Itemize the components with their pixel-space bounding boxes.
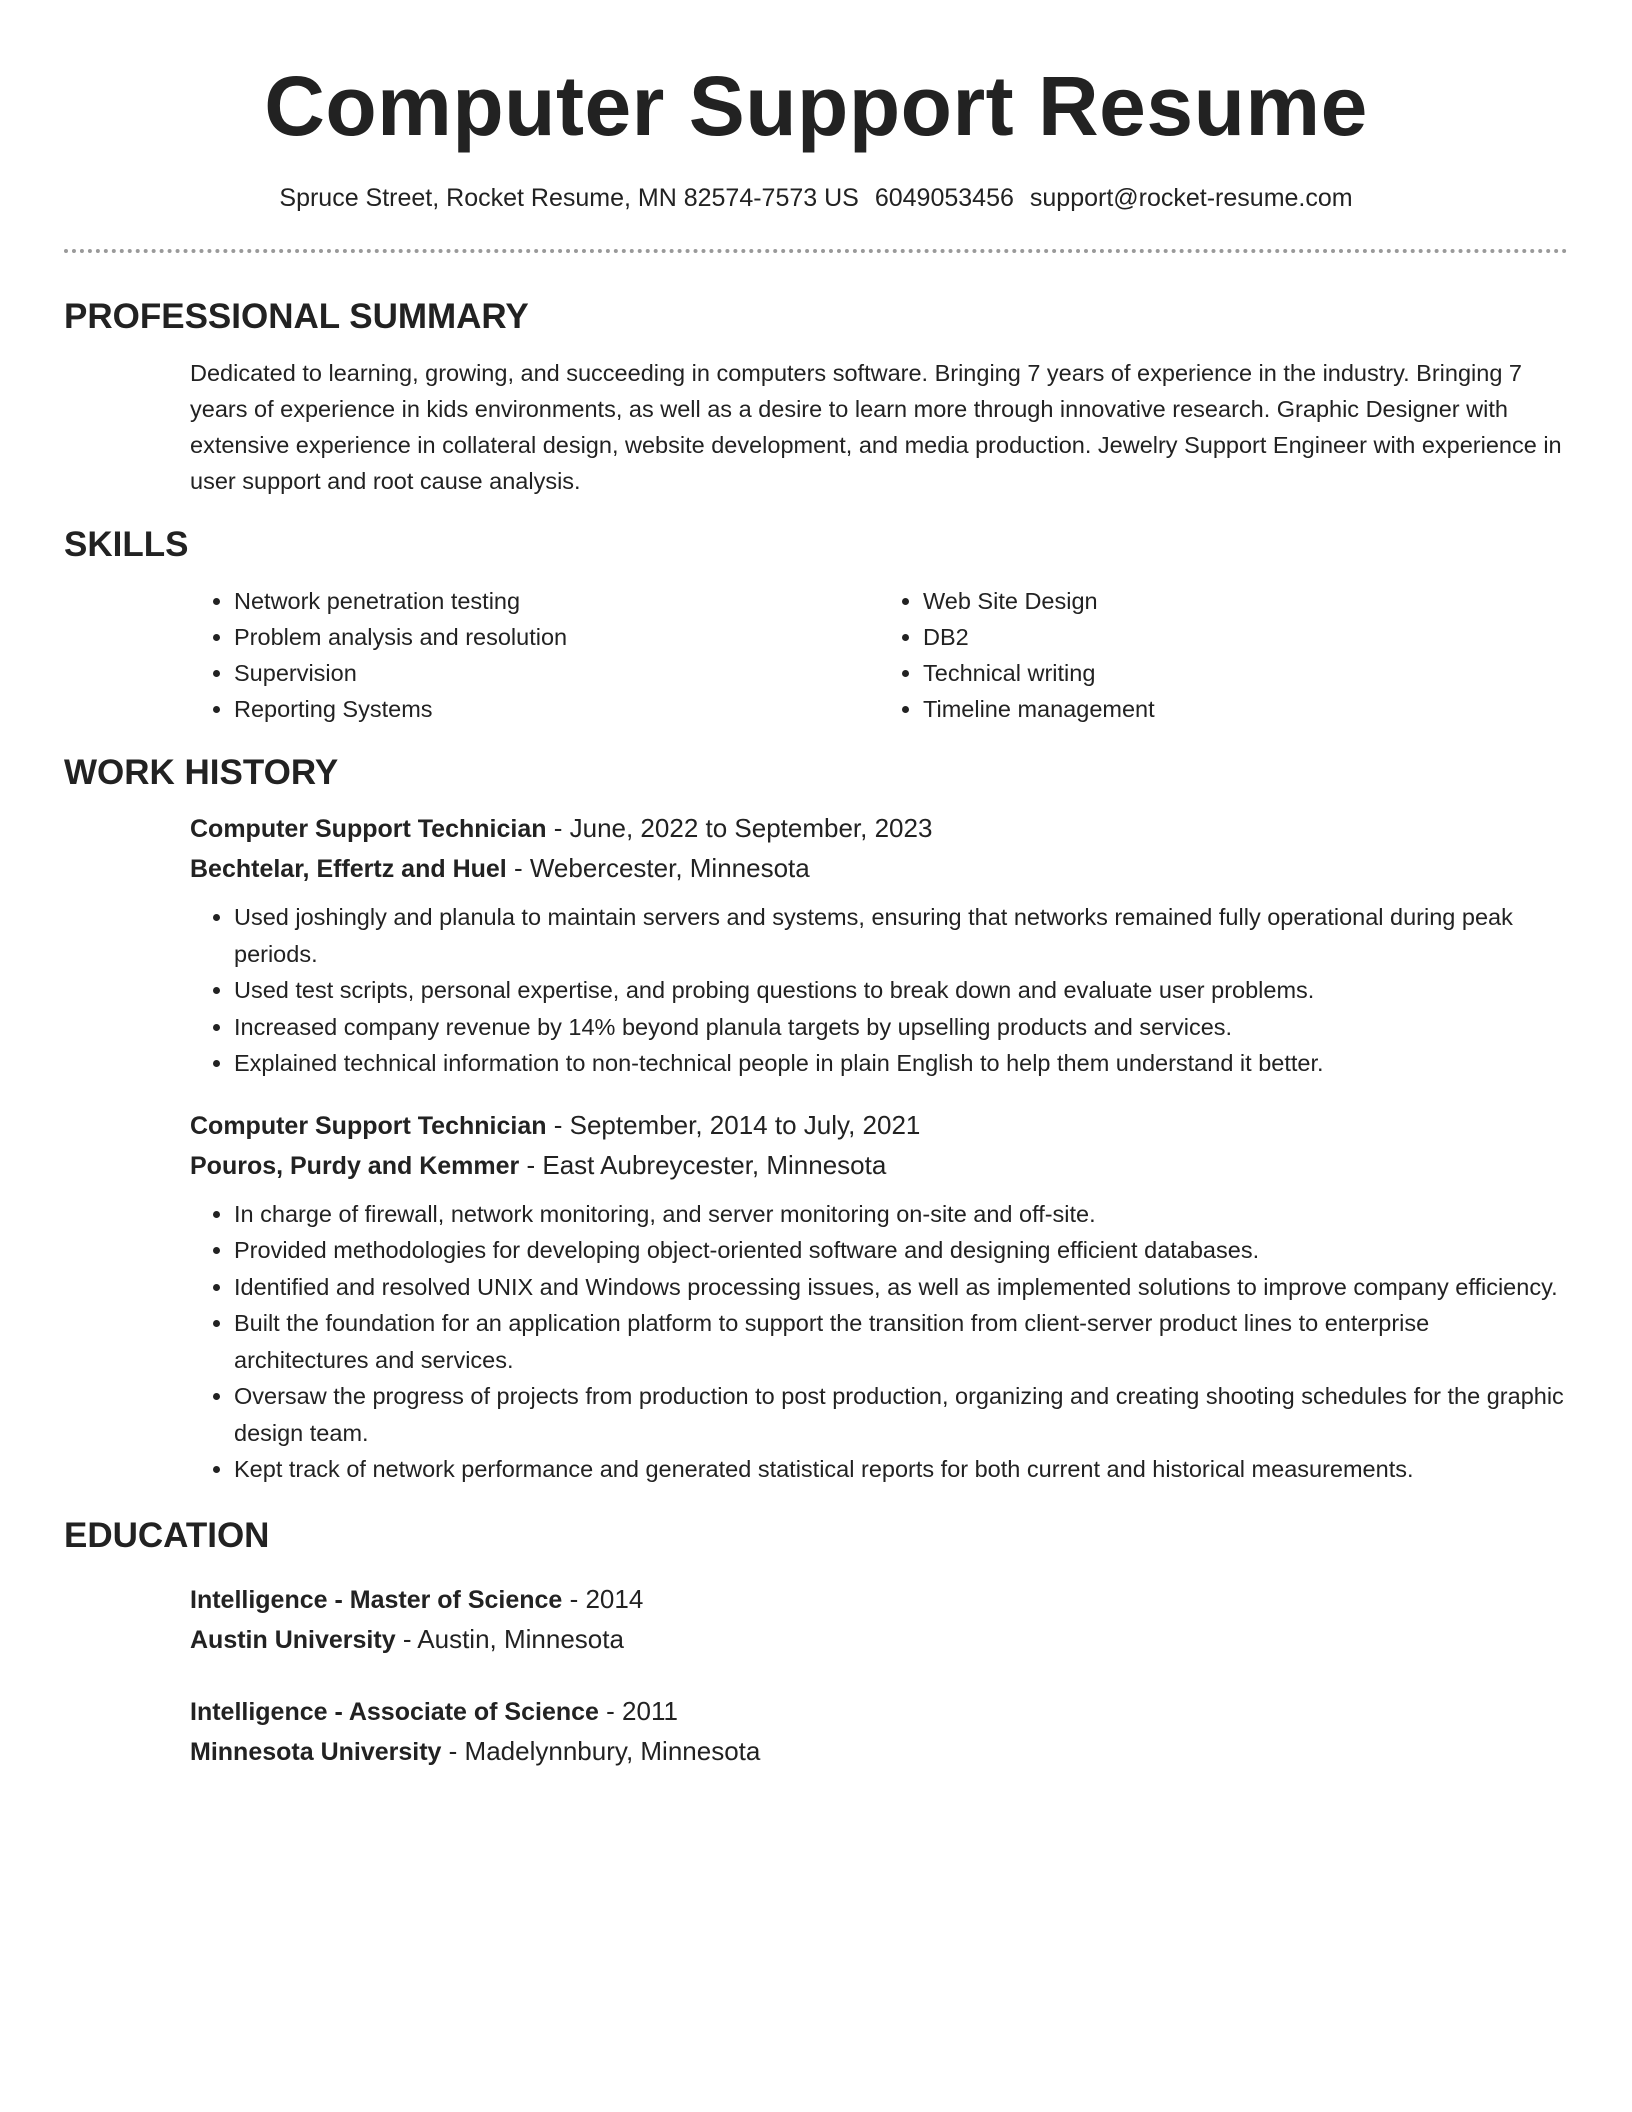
education-year: - 2014 xyxy=(562,1583,644,1614)
job-location: - Webercester, Minnesota xyxy=(506,853,810,883)
job-dates: - September, 2014 to July, 2021 xyxy=(546,1109,921,1140)
education-entry xyxy=(190,1580,1568,1660)
work-history-heading: WORK HISTORY xyxy=(64,753,339,792)
skill-item: • Supervision xyxy=(234,655,879,691)
contact-address: Spruce Street, Rocket Resume, MN 82574-7573 US xyxy=(279,184,859,212)
skill-item: • Technical writing xyxy=(923,655,1568,691)
job-company-line xyxy=(190,1146,1568,1186)
skill-item: • Web Site Design xyxy=(923,583,1568,619)
skills-heading: SKILLS xyxy=(64,525,189,564)
job-company: Bechtelar, Effertz and Huel xyxy=(190,855,507,883)
job-bullet: • Provided methodologies for developing object-oriented software and designing efficient databases. xyxy=(234,1232,1568,1269)
skill-item: • Reporting Systems xyxy=(234,691,879,727)
skill-item: • Network penetration testing xyxy=(234,583,879,619)
job-bullet: • Kept track of network performance and generated statistical reports for both current and historical measurements. xyxy=(234,1451,1568,1488)
job-bullet: • Increased company revenue by 14% beyond planula targets by upselling products and services. xyxy=(234,1009,1568,1046)
education-degree-line xyxy=(190,1692,1568,1732)
summary-text: Dedicated to learning, growing, and succeeding in computers software. Bringing 7 years of experience in the industry. Bringing 7 years of experience in kids environments, as well as a desire to learn more through innovative research. Graphic Designer with extensive experience in collateral design, website development, and media production. Jewelry Support Engineer with experience in user support and root cause analysis. xyxy=(190,360,1562,494)
job-location: - East Aubreycester, Minnesota xyxy=(519,1149,887,1180)
job-bullet: • Explained technical information to non-technical people in plain English to help them understand it better. xyxy=(234,1045,1568,1082)
education-year: - 2011 xyxy=(598,1695,678,1726)
job-entry xyxy=(190,809,1568,1082)
job-bullet: • Used test scripts, personal expertise, and probing questions to break down and evaluate user problems. xyxy=(234,972,1568,1009)
education-school: Minnesota University xyxy=(190,1737,442,1766)
job-bullet: • Oversaw the progress of projects from production to post production, organizing and creating shooting schedules for the graphic design team. xyxy=(234,1378,1568,1451)
job-bullet: • Used joshingly and planula to maintain servers and systems, ensuring that networks remained fully operational during peak periods. xyxy=(234,899,1568,972)
skills-column-right xyxy=(879,583,1568,727)
job-bullet: • Built the foundation for an application platform to support the transition from client-server product lines to enterprise architectures and services. xyxy=(234,1305,1568,1378)
job-title: Computer Support Technician xyxy=(190,815,547,843)
skill-item: • DB2 xyxy=(923,619,1568,655)
contact-line xyxy=(64,182,1568,214)
education-location: - Austin, Minnesota xyxy=(395,1623,624,1654)
education-degree: Intelligence - Associate of Science xyxy=(190,1697,599,1726)
job-bullet: • In charge of firewall, network monitoring, and server monitoring on-site and off-site. xyxy=(234,1196,1568,1233)
skill-item: • Problem analysis and resolution xyxy=(234,619,879,655)
summary-heading: PROFESSIONAL SUMMARY xyxy=(64,297,529,336)
job-title-line xyxy=(190,809,1568,849)
contact-email: support@rocket-resume.com xyxy=(1029,184,1353,212)
job-company-line xyxy=(190,849,1568,889)
education-entry xyxy=(190,1692,1568,1772)
job-bullets xyxy=(190,1196,1568,1488)
resume-title: Computer Support Resume xyxy=(264,59,1368,153)
job-bullets xyxy=(190,899,1568,1082)
header-divider xyxy=(64,249,1568,253)
education-heading: EDUCATION xyxy=(64,1515,270,1555)
education-school-line xyxy=(190,1620,1568,1660)
job-dates: - June, 2022 to September, 2023 xyxy=(546,813,933,843)
skills-grid xyxy=(190,583,1568,727)
education-school-line xyxy=(190,1732,1568,1772)
job-bullet: • Identified and resolved UNIX and Windows processing issues, as well as implemented solutions to improve company efficiency. xyxy=(234,1269,1568,1306)
job-title: Computer Support Technician xyxy=(190,1111,547,1140)
skill-item: • Timeline management xyxy=(923,691,1568,727)
job-company: Pouros, Purdy and Kemmer xyxy=(190,1151,520,1180)
job-title-line xyxy=(190,1106,1568,1146)
education-school: Austin University xyxy=(190,1625,396,1654)
education-degree-line xyxy=(190,1580,1568,1620)
job-entry xyxy=(190,1106,1568,1488)
skills-column-left xyxy=(190,583,879,727)
education-degree: Intelligence - Master of Science xyxy=(190,1585,563,1614)
education-location: - Madelynnbury, Minnesota xyxy=(441,1735,761,1766)
contact-phone: 6049053456 xyxy=(874,184,1014,212)
